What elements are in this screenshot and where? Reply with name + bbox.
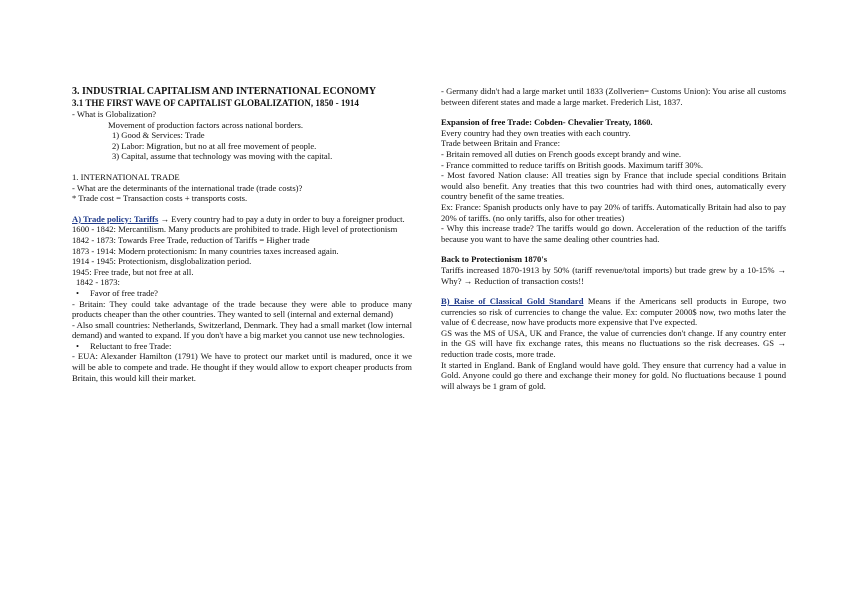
expansion-line: - Why this increase trade? The tariffs would go down. Acceleration of the reduction of the tariffs because you want to have the same dealing other countries had. [441,223,786,244]
section-title: 3. INDUSTRIAL CAPITALISM AND INTERNATIONAL ECONOMY [72,86,377,97]
bullet-item: • Reluctant to free Trade: [72,341,412,352]
tariffs-heading: A) Trade policy: Tariffs [72,213,159,224]
period-item: 1914 - 1945: Protectionism, disglobalization period. [72,256,252,267]
bullet-item: • Favor of free trade? [72,288,412,299]
period-item: 1873 - 1914: Modern protectionism: In many countries taxes increased again. [72,245,339,256]
britain-paragraph: - Britain: They could take advantage of the trade because they were able to produce many products cheaper than the other countries. They wanted to sell (internal and external demand) [72,298,412,320]
expansion-line: - Most favored Nation clause: All treaties sign by France that include special conditions Britain would also benefit. Any treaties that this two countries had with third ones, automatically every country benefit of the same treaties. [441,170,786,202]
period-item: 1842 - 1873: [76,277,120,288]
globalization-definition: Movement of production factors across national borders. [108,119,303,130]
expansion-line: Trade between Britain and France: [441,138,561,149]
small-countries-paragraph: - Also small countries: Netherlands, Switzerland, Denmark. They had a small market (low internal demand) and wanted to expand. If you don't have a big market you cannot use new technologies. [72,319,412,341]
period-item: 1842 - 1873: Towards Free Trade, reduction of Tariffs = Higher trade [72,234,310,245]
germany-paragraph: - Germany didn't had a large market until 1833 (Zollverien= Customs Union): You arise all customs between diferent states and made a large market. Frederich List, 1837. [441,86,786,107]
period-item: 1945: Free trade, but not free at all. [72,266,194,277]
question-globalization: - What is Globalization? [72,109,157,119]
left-column [72,86,412,383]
right-column [441,86,786,391]
arrow-symbol: → [158,213,172,224]
expansion-heading: Expansion of free Trade: Cobden- Chevalier Treaty, 1860. [441,117,653,128]
england-paragraph: It started in England. Bank of England would have gold. They ensure that currency had a value in Gold. Anyone could go there and exchange their money for gold. No fluctuations because 1 pound will always be 1 gram of gold. [441,359,786,391]
question-determinants: - What are the determinants of the international trade (trade costs)? [72,182,303,193]
gold-standard-paragraph [441,296,786,328]
gs-paragraph: GS was the MS of USA, UK and France, the value of currencies don't change. If any country enter in the GS will have fix exchange rates, this means no fluctuations so the risk decreases. GS → reduction trade costs, more trade. [441,327,786,360]
factor-item: 2) Labor: Migration, but no at all free movement of people. [112,140,317,151]
tariffs-text: Every country had to pay a duty in order to buy a foreigner product. [171,213,405,224]
period-item: 1600 - 1842: Mercantilism. Many products are prohibited to trade. High level of protectionism [72,224,398,235]
trade-cost-note: * Trade cost = Transaction costs + transports costs. [72,193,248,204]
section-subtitle: 3.1 THE FIRST WAVE OF CAPITALIST GLOBALIZATION, 1850 - 1914 [72,98,359,108]
factor-item: 1) Good & Services: Trade [112,130,205,141]
gold-standard-text: Means if the Americans sell products in Europe, two currencies so risk of currencies to change the value. Ex: computer 2000$ now, two moths later the value of € decrease, now have products more expensive that I've expected. [441,296,786,328]
factor-item: 3) Capital, assume that technology was moving with the capital. [112,151,333,162]
protectionism-text: Tariffs increased 1870-1913 by 50% (tariff revenue/total imports) but trade grew by a 10-15% → Why? → Reduction of transaction costs!! [441,264,786,286]
subsection-heading: 1. INTERNATIONAL TRADE [72,171,180,182]
expansion-line: Ex: France: Spanish products only have to pay 20% of tariffs. Automatically Britain had also to pay 20% of tariffs. (no only tariffs, also for other treaties) [441,201,786,223]
tariffs-paragraph [72,214,412,225]
expansion-line: - France committed to reduce tariffs on British goods. Maximum tariff 30%. [441,159,703,170]
protectionism-heading: Back to Protectionism 1870's [441,254,548,265]
eua-paragraph: - EUA: Alexander Hamilton (1791) We have to protect our market until is madured, once it we will be able to compete and trade. He thought if they would allow to export cheaper products from Britain, this would kill their market. [72,351,412,383]
gold-standard-heading: B) Raise of Classical Gold Standard [441,296,584,307]
expansion-line: Every country had they own treaties with each country. [441,127,631,138]
expansion-line: - Britain removed all duties on French goods except brandy and wine. [441,148,682,159]
